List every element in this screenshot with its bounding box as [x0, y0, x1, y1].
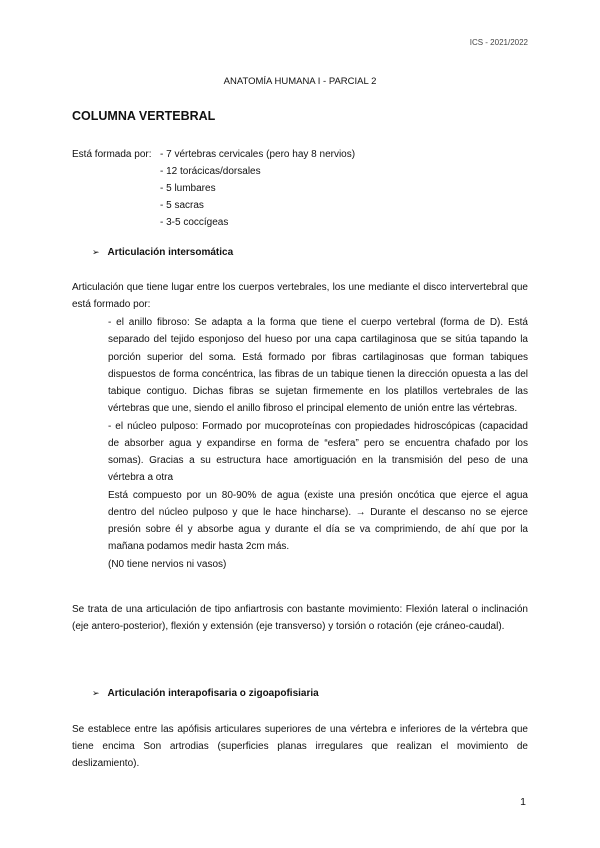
arrow-bullet-icon: ➢: [92, 688, 100, 698]
annulus-paragraph: - el anillo fibroso: Se adapta a la forma que tiene el cuerpo vertebral (forma de D). Está separado del tejido esponjoso del hueso por una capa cartilaginosa que se sitúa tapando la porción superior del soma. Está formado por fibras cartilaginosas que forman tabiques dispuestos de forma concéntrica, las fibras de un tabique tienen la dirección opuesta a las del tabique contiguo. Dichas fibras se sujetan firmemente en los platillos vertebrales de las vértebras que une, siendo el anillo fibroso el principal elemento de unión entre las vértebras.: [108, 317, 528, 415]
list-item: - 7 vértebras cervicales (pero hay 8 nervios): [160, 149, 356, 160]
list-item: - 12 torácicas/dorsales: [160, 166, 261, 177]
nerves-note: (N0 tiene nervios ni vasos): [108, 558, 227, 570]
arrow-bullet-icon: ➢: [92, 247, 100, 257]
subsection-heading-zygapophyseal: [92, 688, 319, 699]
page-number: 1: [520, 796, 526, 808]
zygapophyseal-paragraph: Se establece entre las apófisis articulares superiores de una vértebra e inferiores de la vértebra que tiene encima Son artrodias (superficies planas irregulares que realizan el movimiento de deslizamiento).: [72, 724, 528, 770]
subsection-title: Articulación interapofisaria o zigoapofisiaria: [107, 688, 319, 699]
disc-components: [108, 314, 528, 573]
intersomatic-intro: Articulación que tiene lugar entre los cuerpos vertebrales, los une mediante el disco intervertebral que está formado por:: [72, 282, 528, 311]
course-header: ICS - 2021/2022: [469, 38, 528, 47]
list-item: - 3-5 coccígeas: [160, 217, 229, 228]
vertebrae-list: [160, 146, 355, 231]
formed-by-label: Está formada por:: [72, 149, 152, 160]
water-paragraph: Está compuesto por un 80-90% de agua (existe una presión oncótica que ejerce el agua dentro del núcleo pulposo y que le hace hincharse). → Durante el descanso no se ejerce presión sobre él y absorbe agua y durante el día se va comprimiendo, de ahí que por la mañana podamos medir hasta 2cm más.: [108, 489, 528, 553]
document-title: ANATOMÍA HUMANA I - PARCIAL 2: [223, 76, 377, 87]
nucleus-paragraph: - el núcleo pulposo: Formado por mucoproteínas con propiedades hidroscópicas (capacidad de absorber agua y expandirse en forma de “esfera” pero se encuentra chafado por los somas). Gracias a su estructura hace amortiguación en la transmisión del peso de una vértebra a otra: [108, 420, 528, 484]
list-item: - 5 sacras: [160, 200, 204, 211]
subsection-heading-intersomatic: [92, 247, 233, 258]
list-item: - 5 lumbares: [160, 183, 216, 194]
movement-paragraph: Se trata de una articulación de tipo anfiartrosis con bastante movimiento: Flexión lateral o inclinación (eje antero-posterior), flexión y extensión (eje transverso) y torsión o rotación (eje cráneo-caudal).: [72, 604, 528, 633]
subsection-title: Articulación intersomática: [107, 247, 234, 258]
section-heading: COLUMNA VERTEBRAL: [72, 109, 216, 123]
